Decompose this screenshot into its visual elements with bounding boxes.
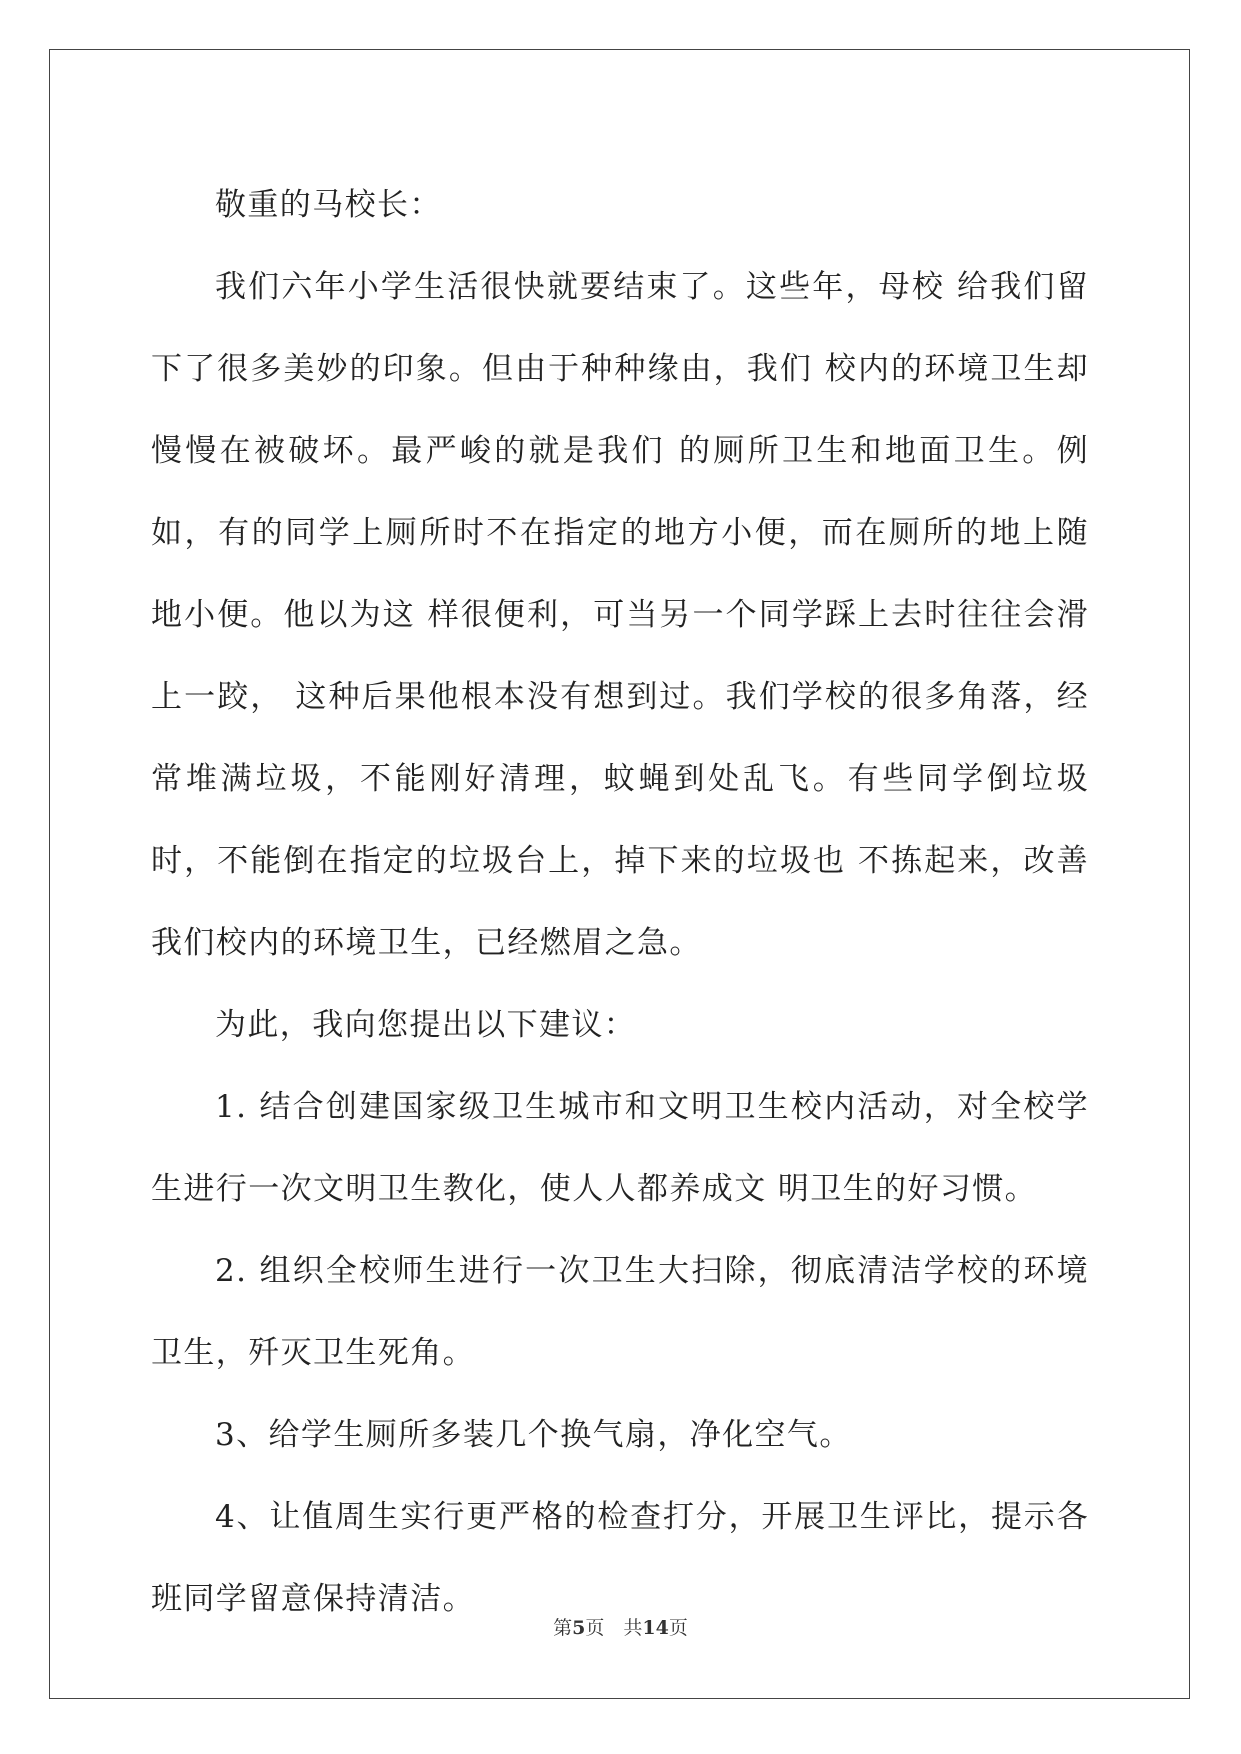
letter-paragraph-intro: 我们六年小学生活很快就要结束了。这些年，母校 给我们留下了很多美妙的印象。但由于种种缘由，我们 校内的环境卫生却慢慢在被破坏。最严峻的就是我们 的厕所卫生和地面卫生。例如，有的同学上厕所时不在指定的地方小便，而在厕所的地上随地小便。他以为这 样很便利，可当另一个同学踩上去时往往会滑上一跤， 这种后果他根本没有想到过。我们学校的很多角落，经 常堆满垃圾，不能刚好清理，蚊蝇到处乱飞。有些同学倒垃圾时，不能倒在指定的垃圾台上，掉下来的垃圾也 不拣起来，改善我们校内的环境卫生，已经燃眉之急。 <box>151 269 1089 961</box>
letter-paragraph-proposal: 为此，我向您提出以下建议： <box>215 1007 637 1043</box>
suggestion-item-4: 4、让值周生实行更严格的检查打分，开展卫生评比，提示各班同学留意保持清洁。 <box>151 1499 1089 1617</box>
suggestion-item-2: 2. 组织全校师生进行一次卫生大扫除，彻底清洁学校的环境卫生，歼灭卫生死角。 <box>151 1253 1089 1371</box>
letter-salutation: 敬重的马校长： <box>215 187 442 223</box>
page-unit: 页 <box>585 1617 605 1639</box>
page-current: 5 <box>572 1617 586 1639</box>
letter-body <box>151 164 1089 1640</box>
page-prefix: 第 <box>553 1617 573 1639</box>
page-total: 14 <box>642 1617 669 1639</box>
total-unit: 页 <box>668 1617 688 1639</box>
suggestion-item-1: 1. 结合创建国家级卫生城市和文明卫生校内活动，对全校学生进行一次文明卫生教化，使人人都养成文 明卫生的好习惯。 <box>151 1089 1089 1207</box>
suggestion-item-3: 3、给学生厕所多装几个换气扇，净化空气。 <box>215 1417 852 1453</box>
total-prefix: 共 <box>623 1617 643 1639</box>
page-number-footer <box>0 1613 1241 1640</box>
